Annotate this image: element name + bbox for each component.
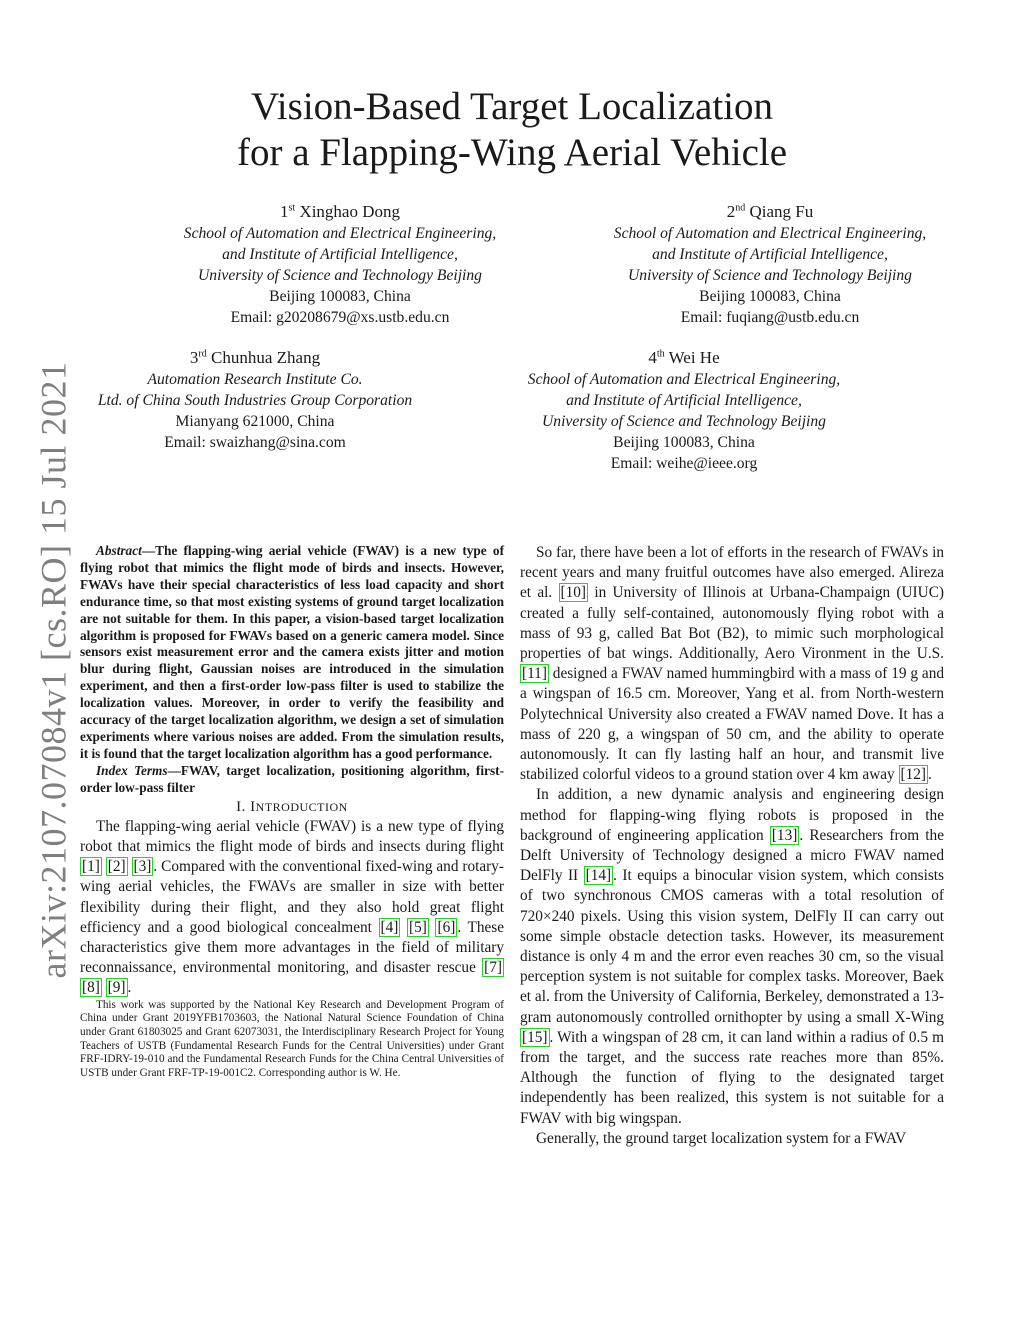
- body-paragraph: So far, there have been a lot of efforts in the research of FWAVs in recent years and many fruitful outcomes have also emerged. Alireza et al. [10] in University of Illinois at Urbana-Champaign (UIUC) created a fully self-contained, autonomously flying robot with a mass of 93 g, called Bat Bot (B2), to mimic such morphological properties of bat wings. Additionally, Aero Vironment in the U.S. [11] designed a FWAV named hummingbird with a mass of 19 g and a wingspan of 16.5 cm. Moreover, Yang et al. from North-western Polytechnical University also created a FWAV named Dove. It has a mass of 220 g, a wingspan of 50 cm, and the ability to operate autonomously. It can fly lasting half an hour, and transmit live stabilized colorful videos to a ground station over 4 km away [12] .: [520, 544, 944, 784]
- author-affiliation: School of Automation and Electrical Engineering,: [613, 225, 927, 242]
- citation-link[interactable]: [12]: [900, 766, 927, 784]
- citation-link[interactable]: [15]: [522, 1028, 548, 1046]
- author-affiliation: Automation Research Institute Co.: [147, 371, 363, 388]
- index-terms-text: —FWAV, target localization, positioning algorithm, first-order low-pass filter: [80, 762, 504, 795]
- author-email: Email: weihe@ieee.org: [610, 455, 758, 472]
- left-column: [80, 543, 504, 1081]
- intro-paragraph: The flapping-wing aerial vehicle (FWAV) is a new type of flying robot that mimics the flight mode of birds and insects during flight [1] [2] [3] . Compared with the conventional fixed-wing and rotary-wing aerial vehicles, the FWAVs are smaller in size with better flexibility during their flight, and they also hold great flight efficiency and a good biological concealment [4] [5] [6] . These characteristics give them more advantages in the field of military reconnaissance, environmental monitoring, and disaster rescue [7] [8] [9] .: [80, 817, 505, 997]
- abstract: [80, 543, 504, 763]
- author-affiliation: University of Science and Technology Beijing: [198, 267, 482, 284]
- author-block-1: [140, 200, 540, 328]
- body-paragraph: Generally, the ground target localization system for a FWAV: [536, 1129, 907, 1147]
- author-city: Mianyang 621000, China: [175, 413, 335, 430]
- title-line-2: for a Flapping-Wing Aerial Vehicle: [236, 131, 788, 174]
- paper-title: [100, 84, 924, 176]
- author-name: 1st Xinghao Dong: [280, 202, 400, 221]
- author-city: Beijing 100083, China: [269, 288, 411, 305]
- arxiv-stamp-text: arXiv:2107.07084v1 [cs.RO] 15 Jul 2021: [33, 361, 73, 979]
- author-affiliation: University of Science and Technology Beijing: [628, 267, 912, 284]
- right-column: [520, 543, 944, 1149]
- author-affiliation: Ltd. of China South Industries Group Corporation: [97, 392, 413, 409]
- citation-link[interactable]: [1]: [82, 858, 100, 876]
- index-terms: [80, 763, 504, 797]
- author-email: Email: swaizhang@sina.com: [164, 434, 346, 451]
- author-email: Email: g20208679@xs.ustb.edu.cn: [230, 309, 450, 326]
- citation-link[interactable]: [4]: [380, 918, 399, 936]
- citation-link[interactable]: [8]: [82, 979, 100, 997]
- abstract-label: Abstract: [96, 543, 142, 558]
- author-name: 4th Wei He: [648, 348, 720, 367]
- author-block-4: [484, 346, 884, 474]
- index-terms-label: Index Terms: [96, 762, 168, 778]
- citation-link[interactable]: [14]: [585, 867, 612, 885]
- abstract-text: —The flapping-wing aerial vehicle (FWAV) is a new type of flying robot that mimics the flight mode of birds and insects. However, FWAVs have their special characteristics of less load capacity and short endurance time, so that most existing systems of ground target localization are not suitable for them. In this paper, a vision-based target localization algorithm is proposed for FWAVs based on a generic camera model. Since sensors exist measurement error and the camera exists jitter and motion blur during flight, Gaussian noises are introduced in the simulation experiment, and then a first-order low-pass filter is used to stabilize the localization values. Moreover, in order to verify the feasibility and accuracy of the target localization algorithm, we design a set of simulation experiments where various noises are added. From the simulation results, it is found that the target localization algorithm has a good performance.: [80, 543, 504, 761]
- body-paragraph: In addition, a new dynamic analysis and engineering design method for flapping-wing flying robots is proposed in the background of engineering application [13] . Researchers from the Delft University of Technology designed a micro FWAV named DelFly II [14] . It equips a binocular vision system, which consists of two synchronous CMOS cameras with a total resolution of 720×240 pixels. Using this vision system, DelFly II can carry out some simple obstacle detection tasks. However, its measurement distance is only 4 m and the error even reaches 30 cm, so the visual perception system is not suitable for complex tasks. Moreover, Baek et al. from the University of California, Berkeley, demonstrated a 13-gram autonomously controlled ornithopter by using a small X-Wing [15] . With a wingspan of 28 cm, it can land within a radius of 0.5 m from the target, and the success rate reaches more than 85%. Although the function of flying to the designated target independently has been realized, this system is not suitable for a FWAV with big wingspan.: [520, 786, 944, 1127]
- section-heading-introduction: I. INTRODUCTION: [236, 798, 348, 815]
- author-city: Beijing 100083, China: [613, 434, 755, 451]
- citation-link[interactable]: [13]: [771, 826, 798, 844]
- author-affiliation: and Institute of Artificial Intelligence,: [222, 246, 458, 263]
- author-affiliation: University of Science and Technology Beijing: [542, 413, 826, 430]
- citation-link[interactable]: [10]: [560, 584, 587, 602]
- author-name: 2nd Qiang Fu: [726, 202, 814, 221]
- author-affiliation: and Institute of Artificial Intelligence,: [652, 246, 888, 263]
- citation-link[interactable]: [11]: [522, 665, 547, 683]
- author-block-3: [55, 346, 455, 453]
- citation-link[interactable]: [6]: [437, 918, 456, 936]
- author-city: Beijing 100083, China: [699, 288, 841, 305]
- citation-link[interactable]: [3]: [133, 858, 152, 876]
- author-affiliation: School of Automation and Electrical Engineering,: [527, 371, 841, 388]
- author-affiliation: School of Automation and Electrical Engineering,: [183, 225, 497, 242]
- citation-link[interactable]: [9]: [107, 979, 126, 997]
- title-line-1: Vision-Based Target Localization: [250, 85, 773, 128]
- arxiv-stamp: [28, 361, 78, 979]
- author-affiliation: and Institute of Artificial Intelligence,: [566, 392, 802, 409]
- author-block-2: [570, 200, 970, 328]
- author-email: Email: fuqiang@ustb.edu.cn: [680, 309, 860, 326]
- funding-footnote: This work was supported by the National Key Research and Development Program of China under Grant 2019YFB1703603, the National Natural Science Foundation of China under Grant 61803025 and Grant 62073031, the Interdisciplinary Research Project for Young Teachers of USTB (Fundamental Research Funds for the Central Universities) under Grant FRF-IDRY-19-010 and the Fundamental Research Funds for the China Central Universities of USTB under Grant FRF-TP-19-001C2. Corresponding author is W. He.: [80, 998, 504, 1080]
- citation-link[interactable]: [7]: [484, 959, 502, 977]
- citation-link[interactable]: [2]: [107, 858, 126, 876]
- author-name: 3rd Chunhua Zhang: [189, 348, 321, 367]
- citation-link[interactable]: [5]: [409, 918, 427, 936]
